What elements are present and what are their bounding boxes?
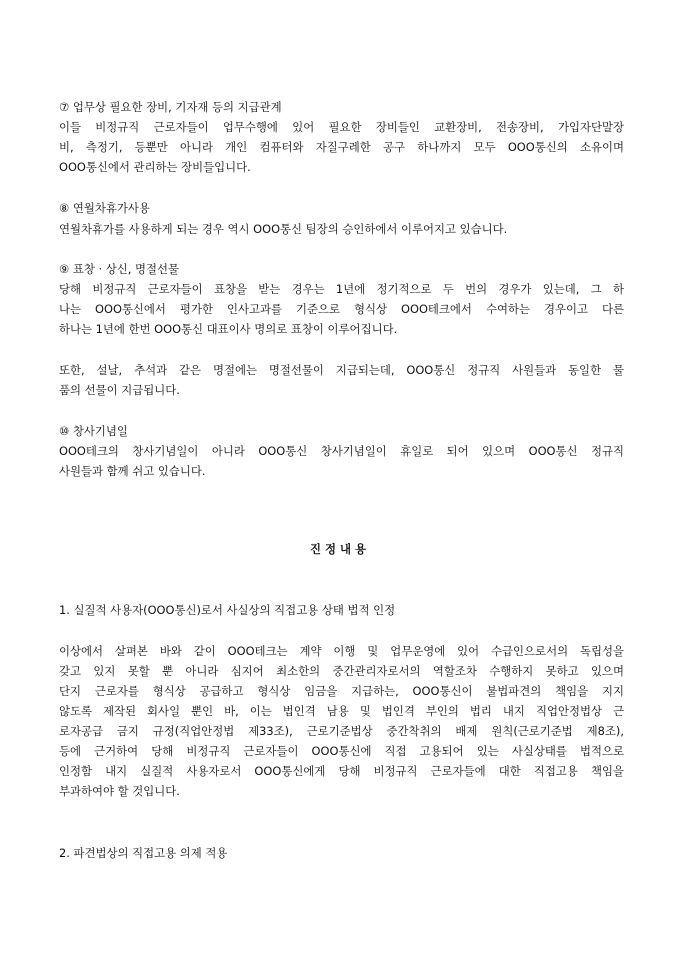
section-10-line-1: OOO테크의 창사기념일이 아니라 OOO통신 창사기념일이 휴일로 되어 있으며 OOO통신 정규직	[59, 444, 624, 458]
section-9-line-1: 당해 비정규직 근로자들이 표창을 받는 경우는 1년에 정기적으로 두 번의 경우가 있는데, 그 하	[59, 282, 624, 296]
section-7-line-2: 비, 측정기, 등뿐만 아니라 개인 컴퓨터와 자질구레한 공구 하나까지 모두 OOO통신의 소유이며	[59, 140, 624, 154]
part-1-line-4: 않도록 제작된 회사일 뿐인 바, 이는 법인격 남용 및 법인격 부인의 법리 내지 직업안정법상 근	[59, 704, 624, 718]
section-8-line-1: 연월차휴가를 사용하게 되는 경우 역시 OOO통신 팀장의 승인하에서 이루어지고 있습니다.	[59, 222, 508, 236]
section-10-heading: ⑩ 창사기념일	[59, 424, 128, 438]
section-9-line-3: 하나는 1년에 한번 OOO통신 대표이사 명의로 표창이 이루어집니다.	[59, 322, 398, 336]
part-1-line-7: 인정함 내지 실질적 사용자로서 OOO통신에게 당해 비정규직 근로자들에 대한 직접고용 책임을	[59, 764, 624, 778]
section-7-line-3: OOO통신에서 관리하는 장비들입니다.	[59, 160, 251, 174]
part-1-heading: 1. 실질적 사용자(OOO통신)로서 사실상의 직접고용 상태 법적 인정	[59, 603, 396, 617]
part-1-line-6: 등에 근거하여 당해 비정규직 근로자들이 OOO통신에 직접 고용되어 있는 사실상태를 법적으로	[59, 744, 624, 758]
section-7-heading: ⑦ 업무상 필요한 장비, 기자재 등의 지급관계	[59, 100, 282, 114]
section-9-line-2: 나는 OOO통신에서 평가한 인사고과를 기준으로 형식상 OOO테크에서 수여하는 경우이고 다른	[59, 302, 624, 316]
section-9-extra-line-2: 품의 선물이 지급됩니다.	[59, 383, 180, 397]
part-1-line-3: 단지 근로자를 형식상 공급하고 형식상 임금을 지급하는, OOO통신이 불법파견의 책임을 지지	[59, 684, 624, 698]
section-9-heading: ⑨ 표창 · 상신, 명절선물	[59, 262, 179, 276]
section-7-line-1: 이들 비정규직 근로자들이 업무수행에 있어 필요한 장비들인 교환장비, 전송장비, 가입자단말장	[59, 120, 624, 134]
part-1-line-2: 갖고 있지 못할 뿐 아니라 심지어 최소한의 중간관리자로서의 역할조차 수행하지 못하고 있으며	[59, 664, 624, 678]
part-1-line-8: 부과하여야 할 것입니다.	[59, 784, 180, 798]
page-title: 진정내용	[309, 542, 370, 556]
part-1-line-5: 로자공급 금지 규정(직업안정법 제33조), 근로기준법상 중간착취의 배제 원칙(근로기준법 제8조),	[59, 724, 624, 738]
section-8-heading: ⑧ 연월차휴가사용	[59, 201, 150, 215]
section-10-line-2: 사원들과 함께 쉬고 있습니다.	[59, 464, 206, 478]
part-1-line-1: 이상에서 살펴본 바와 같이 OOO테크는 계약 이행 및 업무운영에 있어 수급인으로서의 독립성을	[59, 644, 624, 658]
part-2-heading: 2. 파견법상의 직접고용 의제 적용	[59, 846, 228, 860]
section-9-extra-line-1: 또한, 설날, 추석과 같은 명절에는 명절선물이 지급되는데, OOO통신 정규직 사원들과 동일한 물	[59, 363, 624, 377]
